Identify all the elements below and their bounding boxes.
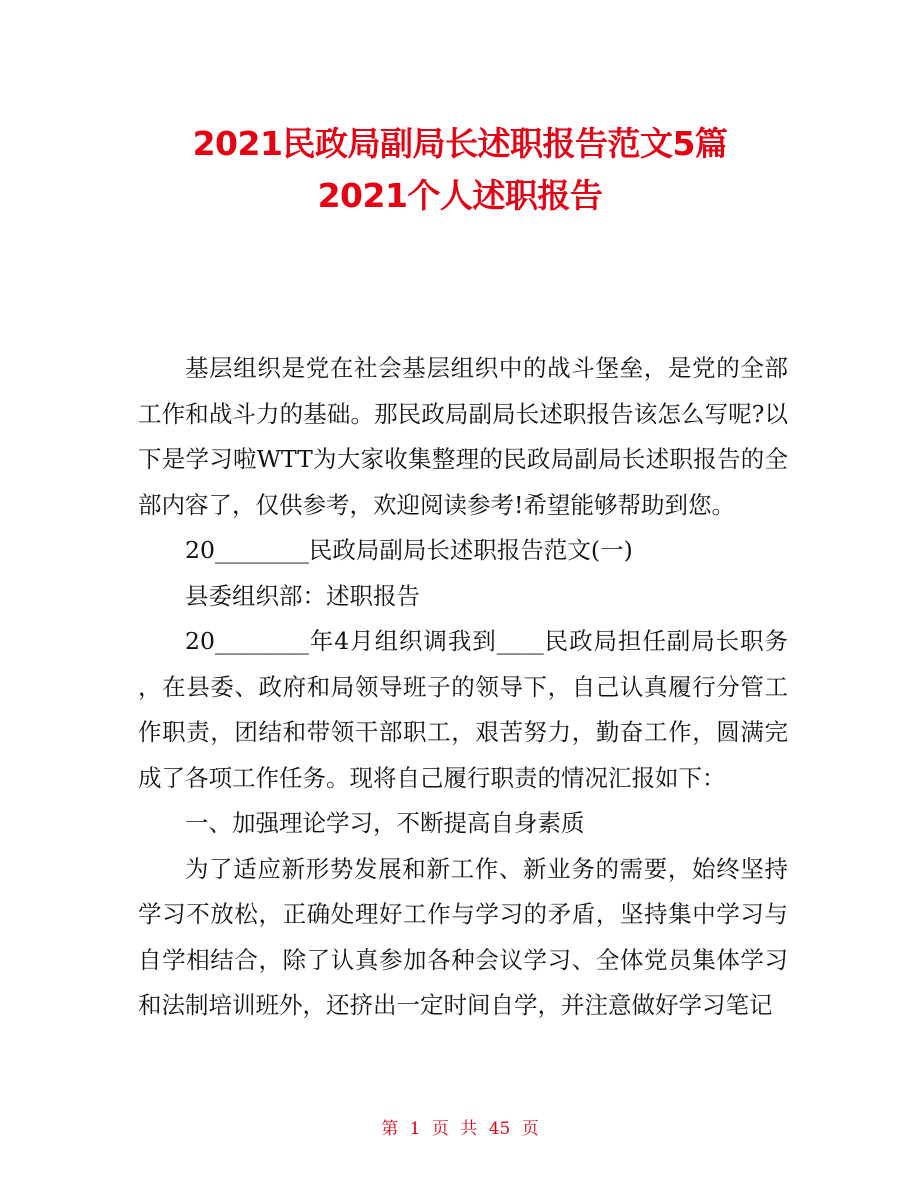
opening-paragraph: 20________年4月组织调我到____民政局担任副局长职务，在县委、政府和局领导班子的领导下，自己认真履行分管工作职责，团结和带领干部职工，艰苦努力，勤奋工作，圆满完成了各项工作任务。现将自己履行职责的情况汇报如下： xyxy=(138,627,788,792)
document-title xyxy=(0,118,920,222)
title-line-1: 2021民政局副局长述职报告范文5篇 xyxy=(192,124,728,163)
page-number-footer: 第 1 页 共 45 页 xyxy=(381,1119,539,1139)
study-paragraph: 为了适应新形势发展和新工作、新业务的需要，始终坚持学习不放松，正确处理好工作与学习的矛盾，坚持集中学习与自学相结合，除了认真参加各种会议学习、全体党员集体学习和法制培训班外，还挤出一定时间自学，并注意做好学习笔记 xyxy=(138,854,788,1019)
document-body xyxy=(138,346,788,1029)
section-heading-study: 一、加强理论学习，不断提高自身素质 xyxy=(185,809,585,837)
section-heading-report-one: 20________民政局副局长述职报告范文(一) xyxy=(185,536,633,564)
title-line-2: 2021个人述职报告 xyxy=(317,176,603,215)
addressee-line: 县委组织部：述职报告 xyxy=(185,581,420,610)
intro-paragraph: 基层组织是党在社会基层组织中的战斗堡垒，是党的全部工作和战斗力的基础。那民政局副局长述职报告该怎么写呢?以下是学习啦WTT为大家收集整理的民政局副局长述职报告的全部内容了，仅供参考，欢迎阅读参考!希望能够帮助到您。 xyxy=(138,354,788,519)
